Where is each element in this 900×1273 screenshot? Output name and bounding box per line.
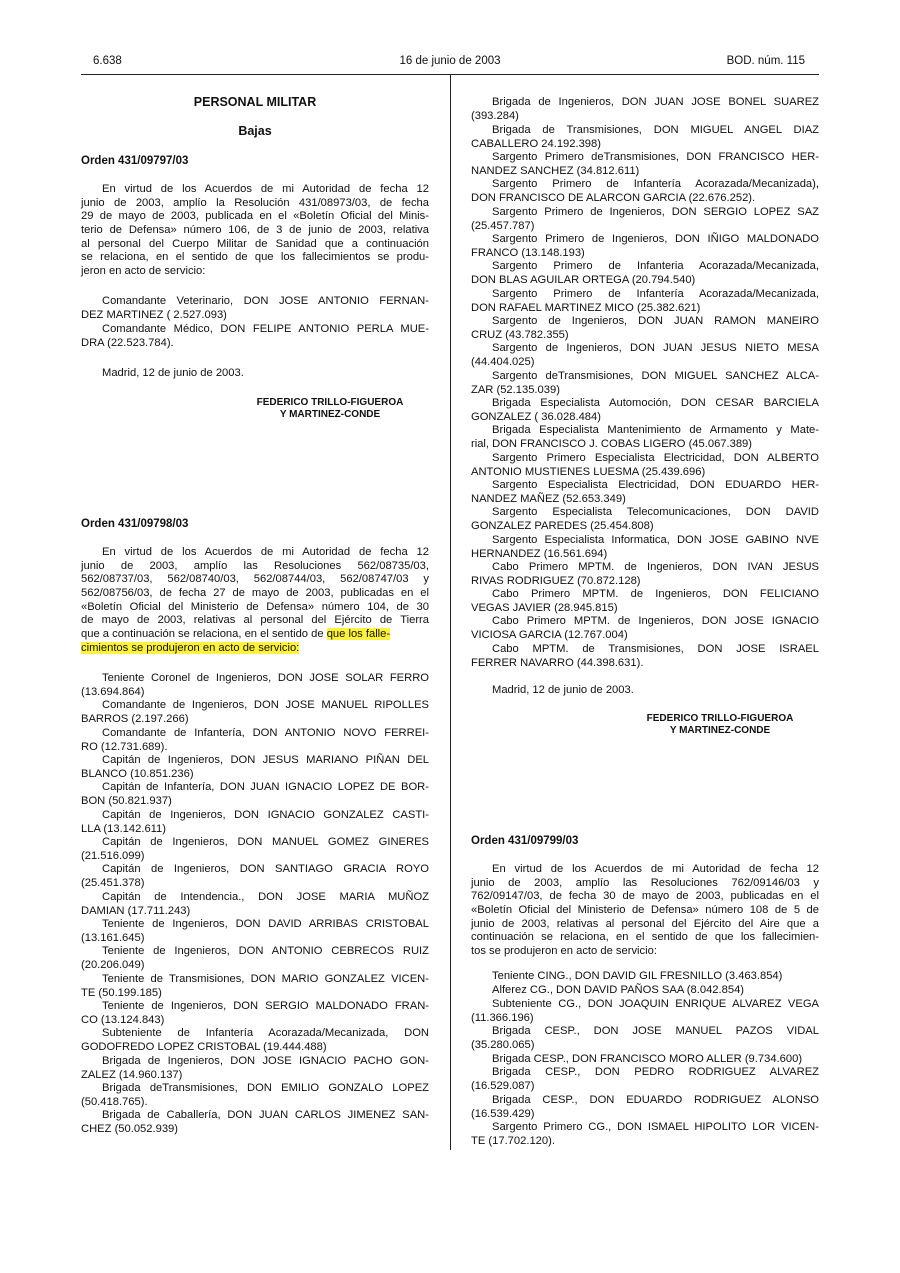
body-line: En virtud de los Acuerdos de mi Autoridad de fecha 12	[102, 546, 429, 558]
list-item: Cabo Primero MPTM. de Ingenieros, DON IVAN JESUS RIVAS RODRIGUEZ (70.872.128)	[471, 561, 819, 587]
orden-3-body	[471, 863, 819, 959]
list-item: Sargento de Ingenieros, DON JUAN RAMON MANEIRO CRUZ (43.782.355)	[471, 315, 819, 341]
list-item: Teniente CING., DON DAVID GIL FRESNILLO (3.463.854)	[492, 970, 783, 982]
list-item: Brigada deTransmisiones, DON EMILIO GONZALO LOPEZ (50.418.765).	[81, 1082, 429, 1108]
list-item: Comandante de Ingenieros, DON JOSE MANUEL RIPOLLES BARROS (2.197.266)	[81, 699, 429, 725]
list-item: Sargento Primero de Ingenieros, DON SERGIO LOPEZ SAZ (25.457.787)	[471, 206, 819, 232]
list-item: Brigada de Ingenieros, DON JUAN JOSE BONEL SUAREZ (393.284)	[471, 96, 819, 122]
place-date: Madrid, 12 de junio de 2003.	[492, 684, 634, 696]
list-item: Brigada de Ingenieros, DON JOSE IGNACIO PACHO GON- ZALEZ (14.960.137)	[81, 1055, 429, 1081]
bulletin-number: BOD. núm. 115	[726, 55, 805, 67]
place-date: Madrid, 12 de junio de 2003.	[102, 367, 244, 379]
list-item: Comandante de Infantería, DON ANTONIO NOVO FERREI- RO (12.731.689).	[81, 727, 429, 753]
body-line: En virtud de los Acuerdos de mi Autoridad de fecha 12	[492, 863, 819, 875]
list-item: Teniente Coronel de Ingenieros, DON JOSE SOLAR FERRO (13.694.864)	[81, 672, 429, 698]
list-item: Sargento Primero Especialista Electricidad, DON ALBERTO ANTONIO MUSTIENES LUESMA (25.439.696)	[471, 452, 819, 478]
body-line: 562/08756/03, de fecha 27 de mayo de 2003, publicadas en el	[81, 586, 429, 599]
body-line: 562/08737/03, 562/08740/03, 562/08744/03, 562/08747/03 y	[81, 573, 429, 586]
list-item: Capitán de Ingenieros, DON JESUS MARIANO PIÑAN DEL BLANCO (10.851.236)	[81, 754, 429, 780]
body-line: 762/09147/03, de fecha 30 de mayo de 2003, publicadas en el	[471, 890, 819, 903]
list-item: Subteniente CG., DON JOAQUIN ENRIQUE ALVAREZ VEGA (11.366.196)	[471, 998, 819, 1024]
list-item: Alferez CG., DON DAVID PAÑOS SAA (8.042.854)	[492, 984, 745, 996]
publication-date: 16 de junio de 2003	[399, 55, 501, 67]
body-line: tos se produjeron en acto de servicio:	[471, 944, 657, 957]
list-item: Comandante Médico, DON FELIPE ANTONIO PERLA MUE- DRA (22.523.784).	[81, 323, 429, 349]
list-item: Capitán de Ingenieros, DON SANTIAGO GRACIA ROYO (25.451.378)	[81, 863, 429, 889]
body-line	[81, 642, 429, 656]
list-item: Subteniente de Infantería Acorazada/Mecanizada, DON GODOFREDO LOPEZ CRISTOBAL (19.444.488)	[81, 1027, 429, 1053]
list-item: Cabo MPTM. de Transmisiones, DON JOSE ISRAEL FERRER NAVARRO (44.398.631).	[471, 643, 819, 669]
list-item: Sargento Primero de Infantería Acorazada/Mecanizada), DON FRANCISCO DE ALARCON GARCIA (22.676.252).	[471, 178, 819, 204]
list-item: Brigada CESP., DON JOSE MANUEL PAZOS VIDAL (35.280.065)	[471, 1025, 819, 1051]
body-line: junio de 2003, amplío la Resolución 431/08973/03, de fecha	[81, 196, 429, 209]
list-item: Brigada de Caballería, DON JUAN CARLOS JIMENEZ SAN- CHEZ (50.052.939)	[81, 1109, 429, 1135]
list-item: Brigada CESP., DON EDUARDO RODRIGUEZ ALONSO (16.539.429)	[471, 1094, 819, 1120]
list-item: Comandante Veterinario, DON JOSE ANTONIO FERNAN- DEZ MARTINEZ ( 2.527.093)	[81, 295, 429, 321]
body-line: jeron en acto de servicio:	[81, 264, 206, 277]
list-item: Sargento Especialista Telecomunicaciones, DON DAVID GONZALEZ PAREDES (25.454.808)	[471, 506, 819, 532]
orden-2-title: Orden 431/09798/03	[81, 518, 189, 530]
orden-3-title: Orden 431/09799/03	[471, 835, 579, 847]
list-item: Brigada de Transmisiones, DON MIGUEL ANGEL DIAZ CABALLERO 24.192.398)	[471, 124, 819, 150]
list-item: Teniente de Ingenieros, DON SERGIO MALDONADO FRAN- CO (13.124.843)	[81, 1000, 429, 1026]
body-line: En virtud de los Acuerdos de mi Autoridad de fecha 12	[102, 183, 429, 195]
highlighted-text: que los falle-	[326, 627, 391, 640]
list-item: Sargento Especialista Informatica, DON JOSE GABINO NVE HERNANDEZ (16.561.694)	[471, 534, 819, 560]
list-item: Sargento Primero CG., DON ISMAEL HIPOLITO LOR VICEN- TE (17.702.120).	[471, 1121, 819, 1147]
page-number: 6.638	[93, 55, 122, 67]
orden-2-body	[81, 546, 429, 655]
body-line: se relaciona, en el sentido de que los fallecimientos se produ-	[81, 251, 429, 264]
list-item: Sargento Primero deTransmisiones, DON FRANCISCO HER- NANDEZ SANCHEZ (34.812.611)	[471, 151, 819, 177]
list-item: Capitán de Intendencia., DON JOSE MARIA MUÑOZ DAMIAN (17.711.243)	[81, 891, 429, 917]
body-line: «Boletín Oficial del Ministerio de Defensa» número 104, de 30	[81, 600, 429, 613]
list-item: Capitán de Infantería, DON JUAN IGNACIO LOPEZ DE BOR- BON (50.821.937)	[81, 781, 429, 807]
highlighted-text: cimientos se produjeron en acto de servicio:	[81, 641, 300, 654]
list-item: Cabo Primero MPTM. de Ingenieros, DON FELICIANO VEGAS JAVIER (28.945.815)	[471, 588, 819, 614]
list-item: Teniente de Ingenieros, DON DAVID ARRIBAS CRISTOBAL (13.161.645)	[81, 918, 429, 944]
body-line: junio de 2003, amplío las Resoluciones 562/08735/03,	[81, 559, 429, 572]
list-item: Sargento Primero de Infanteria Acorazada/Mecanizada, DON BLAS AGUILAR ORTEGA (20.794.540)	[471, 260, 819, 286]
signature: FEDERICO TRILLO-FIGUEROA Y MARTINEZ-CONDE	[256, 397, 404, 421]
list-item: Brigada Especialista Mantenimiento de Armamento y Mate- rial, DON FRANCISCO J. COBAS LIGERO (45.067.389)	[471, 424, 819, 450]
list-item: Sargento deTransmisiones, DON MIGUEL SANCHEZ ALCA- ZAR (52.135.039)	[471, 370, 819, 396]
body-line: junio de 2003, amplío las Resoluciones 762/09146/03 y	[471, 876, 819, 889]
list-item: Brigada CESP., DON PEDRO RODRIGUEZ ALVAREZ (16.529.087)	[471, 1066, 819, 1092]
list-item: Sargento de Ingenieros, DON JUAN JESUS NIETO MESA (44.404.025)	[471, 342, 819, 368]
list-item: Sargento Primero de Ingenieros, DON IÑIGO MALDONADO FRANCO (13.148.193)	[471, 233, 819, 259]
body-line: que a continuación se relaciona, en el sentido de que los falle-	[81, 627, 391, 640]
body-line: «Boletín Oficial del Ministerio de Defensa» número 108 de 5 de	[471, 903, 819, 916]
orden-1-body	[81, 183, 429, 279]
list-item: Capitán de Ingenieros, DON MANUEL GOMEZ GINERES (21.516.099)	[81, 836, 429, 862]
list-item: Teniente de Transmisiones, DON MARIO GONZALEZ VICEN- TE (50.199.185)	[81, 973, 429, 999]
body-line: de mayo de 2003, relativas al personal del Ejército de Tierra	[81, 614, 429, 627]
subsection-title: Bajas	[238, 124, 272, 138]
section-title: PERSONAL MILITAR	[193, 95, 317, 109]
body-line: junio de 2003, relativas al personal del Ejército del Aire que a	[471, 917, 819, 930]
list-item: Cabo Primero MPTM. de Ingenieros, DON JOSE IGNACIO VICIOSA GARCIA (12.767.004)	[471, 615, 819, 641]
list-item: Capitán de Ingenieros, DON IGNACIO GONZALEZ CASTI- LLA (13.142.611)	[81, 809, 429, 835]
list-item: Brigada CESP., DON FRANCISCO MORO ALLER (9.734.600)	[492, 1053, 803, 1065]
signature: FEDERICO TRILLO-FIGUEROA Y MARTINEZ-CONDE	[646, 713, 794, 737]
body-line: continuación se relaciona, en el sentido de que los fallecimien-	[471, 931, 819, 944]
body-line: al personal del Cuerpo Militar de Sanidad que a continuación	[81, 237, 429, 250]
list-item: Sargento Primero de Infantería Acorazada/Mecanizada, DON RAFAEL MARTINEZ MICO (25.382.621)	[471, 288, 819, 314]
orden-1-title: Orden 431/09797/03	[81, 155, 189, 167]
list-item: Sargento Especialista Electricidad, DON EDUARDO HER- NANDEZ MAÑEZ (52.653.349)	[471, 479, 819, 505]
body-line: 29 de mayo de 2003, publicada en el «Boletín Oficial del Minis-	[81, 210, 429, 223]
list-item: Teniente de Ingenieros, DON ANTONIO CEBRECOS RUIZ (20.206.049)	[81, 945, 429, 971]
list-item: Brigada Especialista Automoción, DON CESAR BARCIELA GONZALEZ ( 36.028.484)	[471, 397, 819, 423]
body-line: terio de Defensa» número 106, de 3 de junio de 2003, relativa	[81, 223, 429, 236]
column-divider	[450, 75, 451, 1150]
